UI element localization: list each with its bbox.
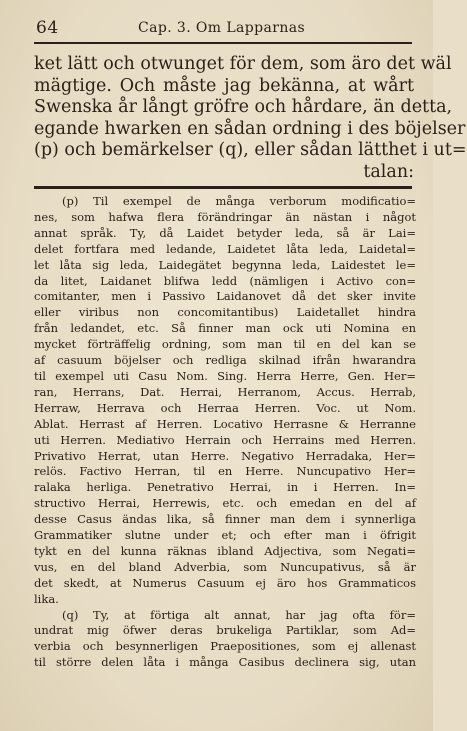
main-text-line: Swenska år långt gröfre och hårdare, än detta, bbox=[34, 97, 453, 118]
footnote-line: structivo Herrai, Herrewis, etc. och emedan en del af bbox=[34, 496, 416, 511]
footnote-line: Privativo Herrat, utan Herre. Negativo Herradaka, Her= bbox=[34, 448, 416, 463]
footnote-line: Ablat. Herrast af Herren. Locativo Herrasne & Herranne bbox=[34, 416, 416, 431]
footnote-line: verbia och besynnerligen Praepositiones, som ej allenast bbox=[34, 639, 416, 654]
main-text-line: talan: bbox=[363, 161, 414, 182]
main-text-line: (p) och bemärkelser (q), eller sådan lätthet i ut= bbox=[34, 140, 467, 161]
footnote-line: mycket förträffelig ordning, som man til en del kan se bbox=[34, 337, 416, 352]
footnote-line: eller viribus non concomitantibus) Laidetallet hindra bbox=[34, 305, 416, 320]
running-head: Cap. 3. Om Lapparnas bbox=[138, 20, 306, 36]
footnote-line: lika. bbox=[34, 591, 59, 606]
footnote-line: af casuum böjelser och redliga skilnad ifrån hwarandra bbox=[34, 353, 416, 368]
page-number: 64 bbox=[36, 18, 59, 38]
header-rule bbox=[34, 42, 412, 44]
footnote-line: (p) Til exempel de många verborum modificatio= bbox=[62, 194, 416, 208]
footnote-line: tykt en del kunna räknas ibland Adjectiva, som Negati= bbox=[34, 543, 416, 558]
footnote-line: nes, som hafwa flera förändringar än nästan i något bbox=[34, 209, 416, 224]
footnote-line: Herraw, Herrava och Herraa Herren. Voc. ut Nom. bbox=[34, 400, 416, 415]
footnote-line: (q) Ty, at förtiga alt annat, har jag ofta för= bbox=[62, 607, 416, 622]
footnote-line: Grammatiker slutne under et; och efter man i öfrigit bbox=[34, 528, 416, 543]
main-text-block bbox=[34, 54, 467, 184]
footnote-line: til större delen låta i många Casibus declinera sig, utan bbox=[34, 655, 416, 670]
footnote-line: uti Herren. Mediativo Herrain och Herrains med Herren. bbox=[34, 432, 416, 447]
footnote-line: desse Casus ändas lika, så finner man dem i synnerliga bbox=[34, 512, 416, 527]
footnote-line: vus, en del bland Adverbia, som Nuncupativus, så är bbox=[34, 559, 416, 574]
footnote-line: ran, Herrans, Dat. Herrai, Herranom, Accus. Herrab, bbox=[34, 384, 416, 399]
page-header bbox=[0, 8, 433, 36]
main-text-line: egande hwarken en sådan ordning i des böjelser bbox=[34, 118, 466, 139]
footnote-line: relös. Factivo Herran, til en Herre. Nuncupativo Her= bbox=[34, 464, 416, 479]
main-text-line: ket lätt och otwunget för dem, som äro det wäl bbox=[34, 54, 452, 74]
footnote-line: det skedt, at Numerus Casuum ej äro hos Grammaticos bbox=[34, 575, 416, 590]
footnotes-block bbox=[34, 194, 416, 671]
footnote-line: til exempel uti Casu Nom. Sing. Herra Herre, Gen. Her= bbox=[34, 368, 416, 383]
main-text-line: mägtige. Och måste jag bekänna, at wårt bbox=[34, 75, 414, 96]
footnote-line: let låta sig leda, Laidegätet begynna leda, Laidestet le= bbox=[34, 257, 416, 272]
footnote-line: comitanter, men i Passivo Laidanovet då det sker invite bbox=[34, 289, 416, 304]
footnote-line: da litet, Laidanet blifwa ledd (nämligen i Activo con= bbox=[34, 273, 416, 288]
footnote-line: undrat mig öfwer deras brukeliga Partiklar, som Ad= bbox=[34, 623, 416, 638]
footnote-line: från ledandet, etc. Så finner man ock uti Nomina en bbox=[34, 321, 416, 336]
footnote-line: annat språk. Ty, då Laidet betyder leda, så är Lai= bbox=[34, 225, 416, 240]
footnote-rule bbox=[34, 186, 412, 189]
footnote-line: delet fortfara med ledande, Laidetet låta leda, Laidetal= bbox=[34, 241, 416, 256]
footnote-line: ralaka herliga. Penetrativo Herrai, in i Herren. In= bbox=[34, 480, 416, 495]
